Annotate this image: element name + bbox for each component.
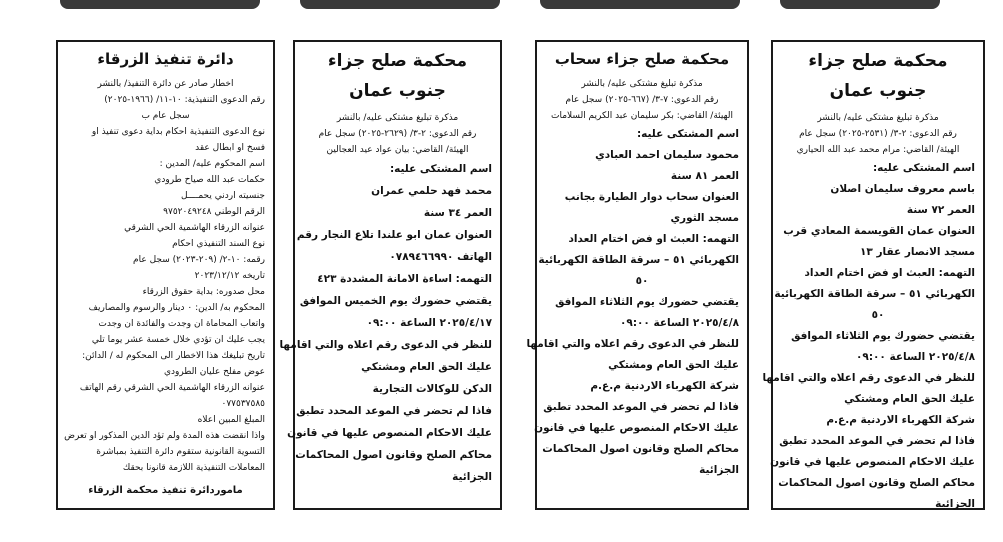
notice-line: عليك الحق العام ومشتكي [608, 359, 739, 371]
top-tab-3 [540, 0, 740, 9]
notice-line: عليك الحق العام ومشتكي [844, 393, 975, 405]
title-line: جنوب عمان [349, 81, 446, 101]
notice-line: للنظر في الدعوى رقم اعلاه والتي اقامها [279, 339, 492, 351]
notice-south-amman-2 [762, 40, 985, 510]
notice-line: شركة الكهرباء الاردنية م.ع.م [826, 414, 975, 426]
notice-title [303, 46, 492, 106]
notice-line: شركة الكهرباء الاردنية م.ع.م [590, 380, 739, 392]
notice-line: للنظر في الدعوى رقم اعلاه والتي اقامها [762, 372, 975, 384]
notice-title: دائرة تنفيذ الزرقاء [97, 50, 234, 68]
debtor-name: حكمات عبد الله صياح طرودي [154, 175, 265, 185]
top-tab-2 [300, 0, 500, 9]
notice-line: العمر ٣٤ سنة [423, 207, 492, 219]
national-id: الرقم الوطني ٩٧٥٢٠٤٩٢٤٨ [163, 207, 265, 217]
case-number: رقم الدعوى: ٢-٣/ (٢٦٢٩-٢٠٢٥) سجل عام [318, 129, 477, 139]
notice-line: المحكوم به/ الدين: ٠ دينار والرسوم والمصاريف [88, 303, 265, 313]
register: سجل عام ب [141, 111, 190, 121]
notice-subtitle: مذكرة تبليغ مشتكى عليه/ بالنشر [817, 113, 939, 123]
notice-line: محاكم الصلح وقانون اصول المحاكمات [778, 477, 975, 489]
notice-line: العمر ٧٢ سنة [906, 204, 975, 216]
notice-line: مسجد الثوري [670, 212, 739, 224]
phone-number: الهاتف ٠٧٨٩٤٦٦٩٩٠ [389, 251, 492, 263]
notice-line: يجب عليك ان تؤدي خلال خمسة عشر يوما تلي [91, 335, 265, 345]
notice-line: عليك الاحكام المنصوص عليها في قانون [287, 427, 492, 439]
notice-line: الجزائية [935, 498, 975, 510]
notice-line: رقمه: ١٠-٢/ (٢٠٩-٢٠٢٣) سجل عام [133, 255, 265, 265]
notice-line: فسخ او ابطال عقد [195, 143, 265, 153]
notice-line: الدكن للوكالات التجارية [372, 383, 492, 395]
notice-line: عليك الاحكام المنصوص عليها في قانون [534, 422, 739, 434]
notice-line: واذا انقضت هذه المدة ولم تؤد الدين المذكور او تعرض [64, 431, 265, 441]
notice-south-amman-1 [279, 40, 502, 510]
notice-line: نوع السند التنفيذي احكام [172, 239, 265, 249]
notice-line: التهمه: العبث او فض اختام العداد [568, 233, 739, 245]
case-number: رقم الدعوى: ٢-٣/ (٢٥٣١-٢٠٢٥) سجل عام [799, 129, 957, 139]
phone-number: ٠٧٧٥٣٧٥٨٥ [221, 399, 265, 409]
notice-line: ٥٠ [871, 309, 885, 321]
notice-line: التهمه: اساءة الامانة المشددة ٤٢٣ [317, 273, 492, 285]
notice-line: تاريخه ٢٠٢٣/١٢/١٢ [194, 271, 265, 281]
notice-line: فاذا لم تحضر في الموعد المحدد تطبق [543, 401, 739, 413]
notice-line: يقتضي حضورك يوم الثلاثاء الموافق [555, 296, 739, 308]
case-number: رقم الدعوى التنفيذية: ١٠-١١/ (١٩٦٦-٢٠٢٥) [104, 95, 265, 105]
defendant-name: باسم معروف سليمان اصلان [830, 183, 975, 195]
judge-name: الهيئة/ القاضي: مرام محمد عبد الله الحياري [796, 145, 960, 155]
notice-line: الجزائية [699, 464, 739, 476]
hearing-datetime: ٢٠٢٥/٤/١٧ الساعة ٠٩:٠٠ [366, 317, 492, 329]
notice-line: واتعاب المحاماة ان وجدت والفائدة ان وجدت [98, 319, 265, 329]
title-line: محكمة صلح جزاء [327, 51, 468, 71]
notice-line: مسجد الانصار عقار ١٣ [859, 246, 975, 258]
top-tab-4 [780, 0, 940, 9]
notice-line: الكهربائي ٥١ – سرقة الطاقة الكهربائية [774, 288, 975, 300]
notice-line: العنوان سحاب دوار الطيارة بجانب [564, 191, 739, 203]
notice-subtitle: اخطار صادر عن دائرة التنفيذ/ بالنشر [97, 79, 234, 89]
notice-title [781, 46, 975, 106]
notice-line: ٥٠ [635, 275, 649, 287]
case-number: رقم الدعوى: ٧-٣/ (٦٦٧-٢٠٢٥) سجل عام [565, 95, 719, 105]
notice-line: عليك الاحكام المنصوص عليها في قانون [770, 456, 975, 468]
notice-line: يقتضي حضورك يوم الخميس الموافق [299, 295, 492, 307]
notice-line: العنوان عمان القويسمة المعادي قرب [783, 225, 975, 237]
defendant-name: محمود سليمان احمد العبادي [595, 149, 739, 161]
notice-line: عليك الحق العام ومشتكي [361, 361, 492, 373]
notice-line: التهمه: العبث او فض اختام العداد [804, 267, 975, 279]
notice-line: محاكم الصلح وقانون اصول المحاكمات [295, 449, 492, 461]
notice-subtitle: مذكرة تبليغ مشتكى عليه/ بالنشر [581, 79, 703, 89]
creditor-name: عوض مفلح عليان الطرودي [163, 367, 265, 377]
notice-line: اسم المحكوم عليه/ المدين : [159, 159, 265, 169]
defendant-name: محمد فهد حلمي عمران [371, 185, 492, 197]
hearing-datetime: ٢٠٢٥/٤/٨ الساعة ٠٩:٠٠ [620, 317, 739, 329]
notice-line: الجزائية [452, 471, 492, 483]
notice-line: اسم المشتكى عليه: [872, 162, 975, 174]
notice-title: محكمة صلح جزاء سحاب [554, 50, 730, 68]
notice-line: المبلغ المبين اعلاه [197, 415, 265, 425]
notice-line: تاريخ تبليغك هذا الاخطار الى المحكوم له / الدائن: [82, 351, 265, 361]
notice-line: اسم المشتكى عليه: [389, 163, 492, 175]
title-line: محكمة صلح جزاء [808, 51, 948, 71]
notice-line: جنسيته اردني يحمــــل [180, 191, 265, 201]
notice-line: اسم المشتكى عليه: [636, 128, 739, 140]
notice-line: الكهربائي ٥١ – سرقة الطاقة الكهربائية [538, 254, 739, 266]
notice-line: المعاملات التنفيذية اللازمة قانونا بحقك [122, 463, 265, 473]
notice-line: عنوانه الزرقاء الهاشمية الحي الشرقي رقم الهاتف [79, 383, 265, 393]
notice-line: للنظر في الدعوى رقم اعلاه والتي اقامها [526, 338, 739, 350]
judge-name: الهيئة/ القاضي: بكر سليمان عبد الكريم السلامات [551, 111, 733, 121]
notice-line: يقتضي حضورك يوم الثلاثاء الموافق [791, 330, 975, 342]
notice-line: محاكم الصلح وقانون اصول المحاكمات [542, 443, 739, 455]
notice-line: محل صدوره: بداية حقوق الزرقاء [142, 287, 265, 297]
notice-line: عنوانه الزرقاء الهاشمية الحي الشرقي [124, 223, 265, 233]
judge-name: الهيئة/ القاضي: بيان عواد عيد العجالين [326, 145, 469, 155]
notice-footer: ماموردائرة تنفيذ محكمة الزرقاء [88, 485, 243, 496]
hearing-datetime: ٢٠٢٥/٤/٨ الساعة ٠٩:٠٠ [856, 351, 975, 363]
notice-line: فاذا لم تحضر في الموعد المحدد تطبق [779, 435, 975, 447]
notice-subtitle: مذكرة تبليغ مشتكى عليه/ بالنشر [336, 113, 459, 123]
notice-line: نوع الدعوى التنفيذية احكام بداية دعوى تنفيذ او [91, 127, 265, 137]
notice-line: العمر ٨١ سنة [670, 170, 739, 182]
notice-line: التسوية القانونية ستقوم دائرة التنفيذ بمباشرة [96, 447, 265, 457]
top-tab-1 [60, 0, 260, 9]
notice-zarqa-execution [56, 40, 275, 510]
notice-line: فاذا لم تحضر في الموعد المحدد تطبق [296, 405, 492, 417]
title-line: جنوب عمان [829, 81, 927, 101]
notice-line: العنوان عمان ابو علندا تلاع النجار رقم [296, 229, 492, 241]
notice-sahab [526, 40, 749, 510]
